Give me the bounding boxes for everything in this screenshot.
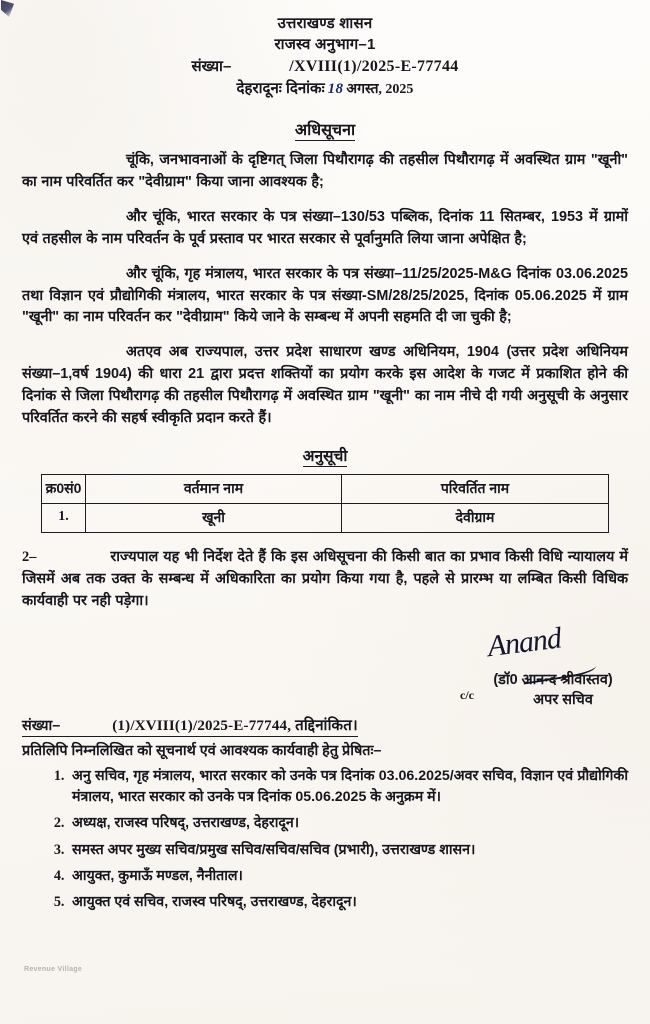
schedule-title	[22, 444, 628, 466]
clause-text: राज्यपाल यह भी निर्देश देते हैं कि इस अधिसूचना की किसी बात का प्रभाव किसी विधि न्यायालय में जिसमें अब तक उक्त के सम्बन्ध में अधिकारिता का प्रयोग किया गया है, पहले से प्रारम्भ या लम्बित किसी विधिक कार्यवाही पर नही पड़ेगा।	[22, 548, 628, 609]
cell-serial: 1.	[42, 503, 86, 532]
schedule-title-text: अनुसूची	[302, 447, 348, 465]
recipient-list	[22, 766, 628, 914]
endorsement-number-label: संख्या–	[22, 716, 112, 737]
endorsement-number-row	[22, 715, 628, 737]
signature-block	[22, 623, 628, 715]
government-name: उत्तराखण्ड शासन	[277, 15, 373, 32]
page-title	[0, 118, 650, 140]
table-row	[42, 503, 609, 532]
document-header	[0, 0, 650, 100]
column-header-serial: क्र0सं0	[42, 474, 86, 503]
number-value: /XVIII(1)/2025-E-77744	[289, 58, 459, 76]
schedule-table	[41, 474, 609, 533]
place-date-row	[0, 79, 650, 100]
signer-designation: अपर सचिव	[533, 691, 593, 708]
date-handwritten: 18	[327, 81, 344, 98]
clause-number: 2–	[22, 548, 37, 565]
department-name: राजस्व अनुभाग–1	[274, 35, 376, 53]
signature-scribble: Anand	[485, 621, 563, 663]
paragraph-1: चूंकि, जनभावनाओं के दृष्टिगत् जिला पिथौरागढ़ की तहसील पिथौरागढ़ में अवस्थित ग्राम "खूनी" का नाम परिवर्तित कर "देवीग्राम" किया जाना आवश्यक है;	[22, 152, 628, 191]
signer-name: (डॉ0 आनन्द श्रीवास्तव)	[493, 671, 613, 688]
cell-current-name: खूनी	[86, 503, 342, 532]
page-title-text: अधिसूचना	[294, 122, 356, 140]
month-year: अगस्त, 2025	[346, 82, 414, 98]
list-item: 5. आयुक्त एवं सचिव, राजस्व परिषद्, उत्तराखण्ड, देहरादून।	[68, 892, 628, 913]
list-item: 3. समस्त अपर मुख्य सचिव/प्रमुख सचिव/सचिव/सचिव (प्रभारी), उत्तराखण्ड शासन।	[68, 840, 628, 861]
cc-mark: c/c	[460, 687, 474, 702]
document-body	[0, 150, 650, 913]
cell-changed-name: देवीग्राम	[342, 503, 609, 532]
list-item: 2. अध्यक्ष, राजस्व परिषद्, उत्तराखण्ड, देहरादून।	[68, 813, 628, 834]
paragraph-3: और चूंकि, गृह मंत्रालय, भारत सरकार के पत्र संख्या–11/25/2025-M&G दिनांक 03.06.2025 तथा विज्ञान एवं प्रौद्योगिकी मंत्रालय, भारत सरकार के पत्र संख्या-SM/28/25/2025, दिनांक 05.06.2025 में ग्राम "खूनी" का नाम परिवर्तन कर "देवीग्राम" किये जाने के सम्बन्ध में अपनी सहमति दी जा चुकी है;	[22, 265, 628, 326]
notification-number-row	[0, 56, 650, 78]
clause-2	[22, 547, 628, 613]
place-date-label: देहरादूनः दिनांकः	[236, 80, 325, 98]
list-item: 4. आयुक्त, कुमाऊँ मण्डल, नैनीताल।	[68, 866, 628, 887]
endorsement-number-value: (1)/XVIII(1)/2025-E-77744, तद्दिनांकित।	[112, 715, 358, 737]
column-header-changed-name: परिवर्तित नाम	[342, 474, 609, 503]
paragraph-2: और चूंकि, भारत सरकार के पत्र संख्या–130/53 पब्लिक, दिनांक 11 सितम्बर, 1953 में ग्रामों एवं तहसील के नाम परिवर्तन के पूर्व प्रस्ताव पर भारत सरकार से पूर्वानुमति लिया जाना अपेक्षित है;	[22, 208, 628, 247]
list-item: 1. अनु सचिव, गृह मंत्रालय, भारत सरकार को उनके पत्र दिनांक 03.06.2025/अवर सचिव, विज्ञान एवं प्रौद्योगिकी मंत्रालय, भारत सरकार को उनके पत्र दिनांक 05.06.2025 के अनुक्रम में।	[68, 766, 628, 809]
number-label: संख्या–	[191, 58, 232, 76]
table-header-row	[42, 474, 609, 503]
column-header-current-name: वर्तमान नाम	[86, 474, 342, 503]
endorsement-copy-line: प्रतिलिपि निम्नलिखित को सूचनार्थ एवं आवश्यक कार्यवाही हेतु प्रेषितः–	[22, 742, 382, 759]
paragraph-4: अतएव अब राज्यपाल, उत्तर प्रदेश साधारण खण्ड अधिनियम, 1904 (उत्तर प्रदेश अधिनियम संख्या–1,वर्ष 1904) की धारा 21 द्वारा प्रदत्त शक्तियों का प्रयोग करके इस आदेश के गजट में प्रकाशित होने की दिनांक से जिला पिथौरागढ़ की तहसील पिथौरागढ़ में अवस्थित ग्राम "खूनी" का नाम नीचे दी गयी अनुसूची के अनुसार परिवर्तित करने की सहर्ष स्वीकृति प्रदान करते हैं।	[22, 344, 628, 427]
footer-watermark: Revenue Village	[24, 966, 83, 973]
